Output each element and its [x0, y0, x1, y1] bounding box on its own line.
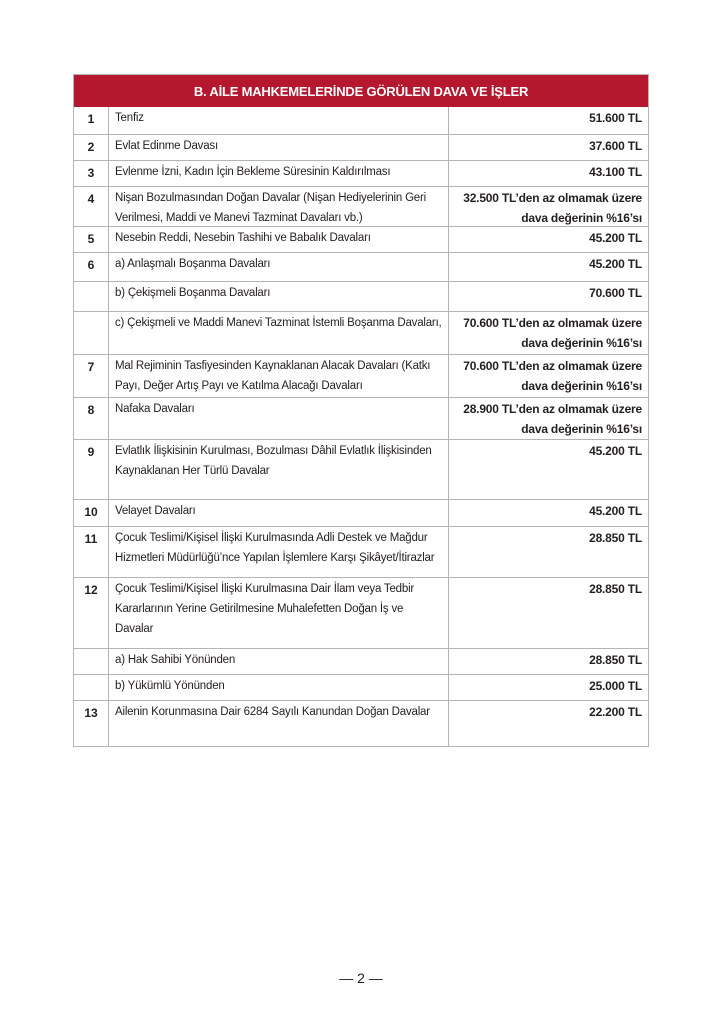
- table-row: [74, 674, 648, 700]
- table-body: [74, 107, 648, 746]
- table-row: [74, 700, 648, 746]
- row-fee: 25.000 TL: [589, 679, 642, 693]
- row-number: 11: [74, 527, 109, 577]
- row-description: Çocuk Teslimi/Kişisel İlişki Kurulmasına Dair İlam veya Tedbir Kararlarının Yerine Getirilmesine Muhalefetten Doğan İş ve Davalar: [109, 578, 449, 648]
- row-description: Evlatlık İlişkisinin Kurulması, Bozulması Dâhil Evlatlık İlişkisinden Kaynaklanan Her Türlü Davalar: [109, 440, 449, 499]
- row-fee: 70.600 TL’den az olmamak üzere dava değerinin %16’sı: [463, 316, 642, 350]
- row-number: 9: [74, 440, 109, 499]
- row-description: b) Yükümlü Yönünden: [109, 675, 449, 700]
- row-number: [74, 675, 109, 700]
- table-row: [74, 499, 648, 526]
- row-description: b) Çekişmeli Boşanma Davaları: [109, 282, 449, 311]
- table-row: [74, 648, 648, 674]
- table-row: [74, 397, 648, 439]
- row-description: a) Anlaşmalı Boşanma Davaları: [109, 253, 449, 281]
- row-number: 4: [74, 187, 109, 226]
- row-description: Tenfiz: [109, 107, 449, 134]
- row-fee: 45.200 TL: [589, 257, 642, 271]
- row-fee: 28.850 TL: [589, 653, 642, 667]
- table-row: [74, 186, 648, 226]
- row-fee: 28.850 TL: [589, 582, 642, 596]
- row-number: 10: [74, 500, 109, 526]
- row-description: Velayet Davaları: [109, 500, 449, 526]
- row-fee: 37.600 TL: [589, 139, 642, 153]
- table-row: [74, 311, 648, 354]
- table-row: [74, 439, 648, 499]
- row-fee: 70.600 TL: [589, 286, 642, 300]
- row-description: Nişan Bozulmasından Doğan Davalar (Nişan Hediyelerinin Geri Verilmesi, Maddi ve Manevi Tazminat Davaları vb.): [109, 187, 449, 226]
- row-description: Nafaka Davaları: [109, 398, 449, 439]
- row-description: c) Çekişmeli ve Maddi Manevi Tazminat İstemli Boşanma Davaları,: [109, 312, 449, 354]
- row-description: a) Hak Sahibi Yönünden: [109, 649, 449, 674]
- row-number: 3: [74, 161, 109, 186]
- row-fee: 28.850 TL: [589, 531, 642, 545]
- row-number: 7: [74, 355, 109, 397]
- table-row: [74, 252, 648, 281]
- row-number: [74, 649, 109, 674]
- row-number: [74, 282, 109, 311]
- page-number: — 2 —: [339, 970, 383, 986]
- row-number: 6: [74, 253, 109, 281]
- table-row: [74, 226, 648, 252]
- row-description: Evlat Edinme Davası: [109, 135, 449, 160]
- row-number: 13: [74, 701, 109, 746]
- row-fee: 22.200 TL: [589, 705, 642, 719]
- row-fee: 45.200 TL: [589, 504, 642, 518]
- row-fee: 45.200 TL: [589, 444, 642, 458]
- table-row: [74, 354, 648, 397]
- table-title: B. AİLE MAHKEMELERİNDE GÖRÜLEN DAVA VE İŞLER: [74, 75, 648, 107]
- row-number: 12: [74, 578, 109, 648]
- row-fee: 70.600 TL’den az olmamak üzere dava değerinin %16’sı: [463, 359, 642, 393]
- row-fee: 45.200 TL: [589, 231, 642, 245]
- row-description: Evlenme İzni, Kadın İçin Bekleme Süresinin Kaldırılması: [109, 161, 449, 186]
- row-number: 1: [74, 107, 109, 134]
- row-fee: 32.500 TL’den az olmamak üzere dava değerinin %16’sı: [463, 191, 642, 225]
- row-description: Ailenin Korunmasına Dair 6284 Sayılı Kanundan Doğan Davalar: [109, 701, 449, 746]
- row-fee: 51.600 TL: [589, 111, 642, 125]
- row-number: 2: [74, 135, 109, 160]
- table-row: [74, 281, 648, 311]
- row-description: Nesebin Reddi, Nesebin Tashihi ve Babalık Davaları: [109, 227, 449, 252]
- table-row: [74, 134, 648, 160]
- table-row: [74, 577, 648, 648]
- table-row: [74, 107, 648, 134]
- row-description: Mal Rejiminin Tasfiyesinden Kaynaklanan Alacak Davaları (Katkı Payı, Değer Artış Payı ve Katılma Alacağı Davaları: [109, 355, 449, 397]
- table-row: [74, 160, 648, 186]
- row-fee: 28.900 TL’den az olmamak üzere dava değerinin %16’sı: [463, 402, 642, 436]
- row-description: Çocuk Teslimi/Kişisel İlişki Kurulmasında Adli Destek ve Mağdur Hizmetleri Müdürlüğü’nce Yapılan İşlemlere Karşı Şikâyet/İtirazlar: [109, 527, 449, 577]
- table-row: [74, 526, 648, 577]
- row-fee: 43.100 TL: [589, 165, 642, 179]
- row-number: 5: [74, 227, 109, 252]
- fee-table: [73, 74, 649, 747]
- row-number: 8: [74, 398, 109, 439]
- row-number: [74, 312, 109, 354]
